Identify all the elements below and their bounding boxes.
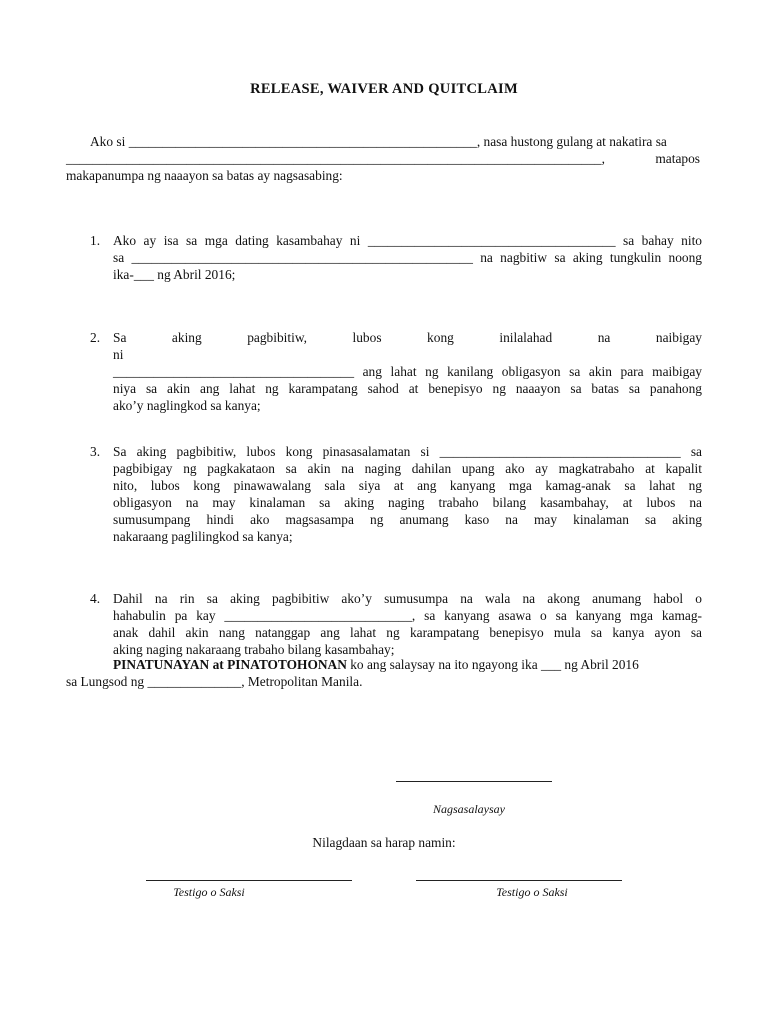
intro-line [66,150,700,167]
item-line: sa ___________________________________________________ na nagbitiw sa aking tungkulin noong [113,250,702,265]
witness-right-signature-line [416,880,622,881]
affiant-signature-line [396,781,552,782]
item-line: hahabulin pa kay ____________________________, sa kanyang asawa o sa kanyang mga kamag- [113,608,702,623]
witness-left-caption: Testigo o Saksi [173,885,245,899]
item-line: sumusumpang hindi ako magsasampa ng anumang kaso na may kinalaman sa aking [113,512,702,527]
item-line: ika-___ ng Abril 2016; [113,267,236,282]
item-number: 2. [90,330,101,345]
intro-line: Ako si ____________________________________________________, nasa hustong gulang at nakatira sa [90,134,667,149]
item-line: nito, lubos kong pinawawalang sala siya at ang kanyang mga kamag-anak sa lahat ng [113,478,702,493]
item-line: anak dahil akin nang natanggap ang lahat ng karampatang benepisyo mula sa kanya ayon sa [113,625,702,640]
closing-paragraph [66,656,702,690]
numbered-item-4 [90,590,702,658]
item-number: 3. [90,444,101,459]
item-line: Sa aking pagbibitiw, lubos kong pinasasalamatan si ____________________________________ sa [113,444,702,459]
intro-paragraph [66,133,700,184]
item-line: Ako ay isa sa mga dating kasambahay ni _____________________________________ sa bahay nito [113,233,702,248]
numbered-item-2 [90,329,702,414]
witness-heading: Nilagdaan sa harap namin: [312,835,456,850]
item-line: pagbibigay ng pagkakataon sa akin na naging dahilan upang ako ay magkatrabaho at kapalit [113,461,702,476]
item-line: Sa aking pagbibitiw, lubos kong inilalahad na naibigay ni [113,330,702,362]
numbered-item-3 [90,443,702,545]
item-line: niya sa akin ang lahat ng karampatang sahod at benepisyo ng naaayon sa batas sa panahong [113,381,702,396]
item-number: 4. [90,591,101,606]
numbered-item-1 [90,232,702,283]
witness-left-signature-line [146,880,352,881]
item-line: ____________________________________ ang lahat ng kanilang obligasyon sa akin para maibigay [113,364,702,379]
intro-line: makapanumpa ng naaayon sa batas ay nagsasabing: [66,168,343,183]
item-line: obligasyon na may kinalaman sa aking naging trabaho bilang kasambahay, at lubos na [113,495,702,510]
affiant-caption: Nagsasalaysay [433,802,505,816]
item-line: ako’y naglingkod sa kanya; [113,398,261,413]
address-blank: ________________________________________________________________________________, [66,151,605,166]
intro-word: matapos [655,151,700,166]
document-title: RELEASE, WAIVER AND QUITCLAIM [250,81,518,97]
witness-right-caption: Testigo o Saksi [496,885,568,899]
closing-line [66,656,702,673]
closing-line: sa Lungsod ng ______________, Metropolitan Manila. [66,674,363,689]
closing-line-rest: ko ang salaysay na ito ngayong ika ___ ng Abril 2016 [346,657,639,672]
item-line: nakaraang paglilingkod sa kanya; [113,529,293,544]
item-number: 1. [90,233,101,248]
closing-bold-phrase: PINATUNAYAN at PINATOTOHONAN [113,657,347,672]
item-line: aking naging nakaraang trabaho bilang kasambahay; [113,642,395,657]
item-line: Dahil na rin sa aking pagbibitiw ako’y sumusumpa na wala na akong anumang habol o [113,591,702,606]
